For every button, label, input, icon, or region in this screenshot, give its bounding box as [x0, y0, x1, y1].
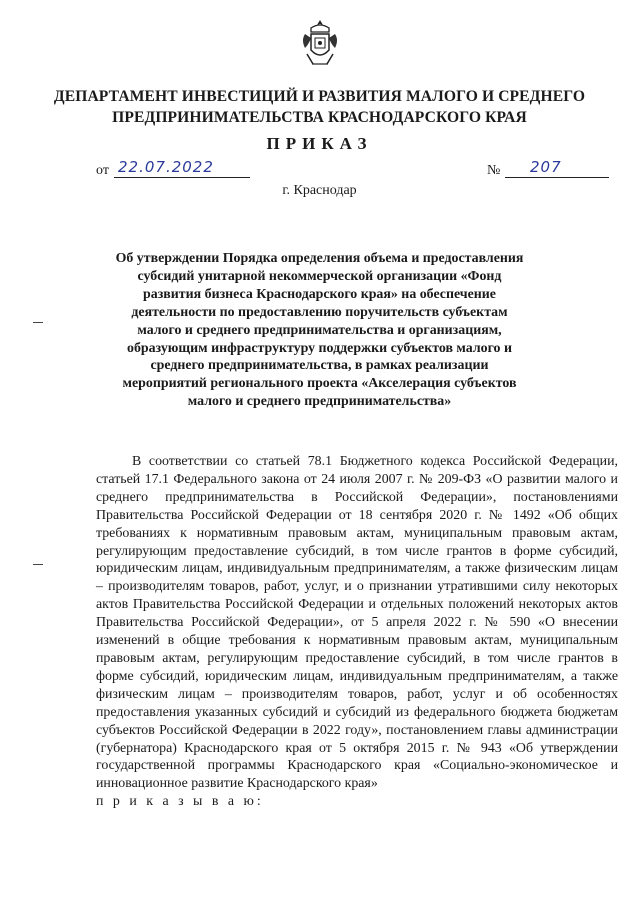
number-label: №	[487, 163, 501, 178]
body-text	[96, 453, 618, 811]
city: г. Краснодар	[282, 183, 357, 198]
date-handwritten: 22.07.2022	[118, 158, 214, 176]
margin-mark	[33, 322, 43, 323]
date-label: от	[96, 163, 109, 178]
closing-phrase: п р и к а з ы в а ю:	[96, 794, 264, 810]
doc-type-heading: ПРИКАЗ	[266, 134, 373, 153]
coat-of-arms-emblem	[299, 18, 341, 68]
document-title: Об утверждении Порядка определения объема и предоставления субсидий унитарной некоммерческой организации «Фонд развития бизнеса Краснодарского края» на обеспечение деятельности по предоставлению поручительств субъектам малого и среднего предпринимательства и организациям, образующим инфраструктуру поддержки субъектов малого и среднего предпринимательства, в рамках реализации мероприятий регионального проекта «Акселерация субъектов малого и среднего предпринимательства»	[115, 251, 524, 410]
department-name: ДЕПАРТАМЕНТ ИНВЕСТИЦИЙ И РАЗВИТИЯ МАЛОГО И СРЕДНЕГО ПРЕДПРИНИМАТЕЛЬСТВА КРАСНОДАРСКОГО КРАЯ	[53, 88, 586, 126]
margin-mark	[33, 564, 43, 565]
number-handwritten: 207	[530, 158, 562, 176]
body-paragraph: В соответствии со статьей 78.1 Бюджетного кодекса Российской Федерации, статьей 17.1 Федерального закона от 24 июля 2007 г. № 209-ФЗ «О развитии малого и среднего предпринимательства в Российской Федерации», постановлениями Правительства Российской Федерации от 18 сентября 2020 г. № 1492 «Об общих требованиях к нормативным правовым актам, муниципальным правовым актам, регулирующим предоставление субсидий, в том числе грантов в форме субсидий, юридическим лицам, индивидуальным предпринимателям, а также физическим лицам – производителям товаров, работ, услуг, и о признании утратившими силу некоторых актов Правительства Российской Федерации и отдельных положений некоторых актов Правительства Российской Федерации», от 5 апреля 2022 г. № 590 «О внесении изменений в общие требования к нормативным правовым актам, муниципальным правовым актам, регулирующим предоставление субсидий, в том числе грантов в форме субсидий, юридическим лицам, индивидуальным предпринимателям, а также физическим лицам – производителям товаров, работ, услуг и об особенностях предоставления указанных субсидий и субсидий из федерального бюджета бюджетам субъектов Российской Федерации в 2022 году», постановлением главы администрации (губернатора) Краснодарского края от 5 октября 2015 г. № 943 «Об утверждении государственной программы Краснодарского края «Социально-экономическое и инновационное развитие Краснодарского края»	[96, 454, 618, 792]
